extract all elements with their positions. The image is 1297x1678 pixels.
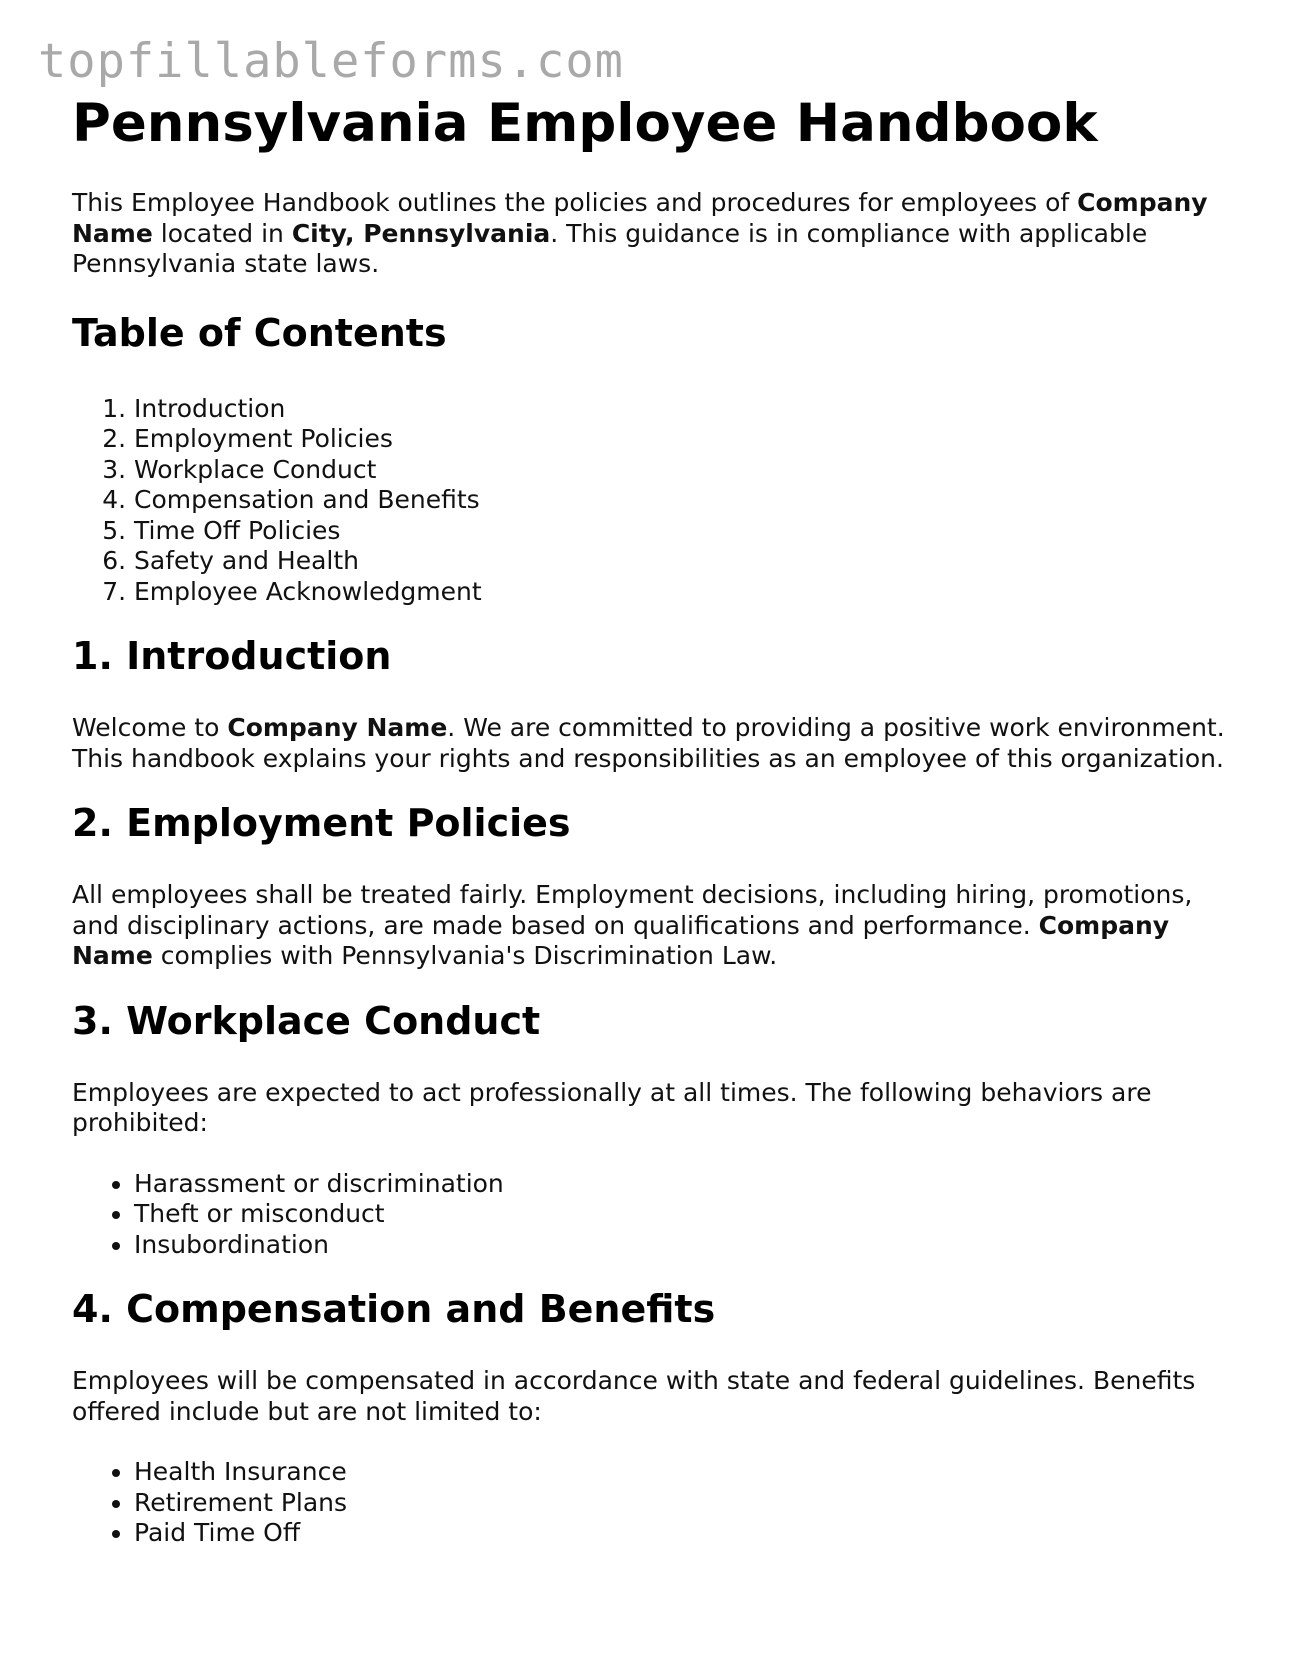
toc-item: 6. Safety and Health [134, 546, 1232, 577]
document-page [72, 94, 1232, 1549]
toc-heading: Table of Contents [72, 310, 447, 355]
toc-item: 7. Employee Acknowledgment [134, 577, 1232, 608]
list-item: • Harassment or discrimination [134, 1169, 1232, 1200]
conduct-list [72, 1169, 1232, 1261]
benefits-list [72, 1457, 1232, 1549]
list-item: • Insubordination [134, 1230, 1232, 1261]
list-item: • Paid Time Off [134, 1518, 1232, 1549]
section-employment-heading: 2. Employment Policies [72, 801, 571, 845]
toc-item: 1. Introduction [134, 394, 1232, 425]
list-item: • Health Insurance [134, 1457, 1232, 1488]
section-introduction-text: Welcome to Company Name. We are committed to providing a positive work environment. This handbook explains your rights and responsibilities as an employee of this organization. [72, 713, 1225, 773]
section-compensation-heading: 4. Compensation and Benefits [72, 1287, 716, 1331]
watermark: topfillableforms.com [38, 34, 624, 89]
toc-item: 2. Employment Policies [134, 424, 1232, 455]
toc-item: 5. Time Off Policies [134, 516, 1232, 547]
list-item: • Retirement Plans [134, 1488, 1232, 1519]
section-employment-text: All employees shall be treated fairly. Employment decisions, including hiring, promotions, and disciplinary actions, are made based on qualifications and performance. Company Name complies with Pennsylvania's Discrimination Law. [72, 880, 1193, 970]
section-conduct-heading: 3. Workplace Conduct [72, 998, 541, 1043]
page-title: Pennsylvania Employee Handbook [72, 93, 1098, 154]
toc-list [72, 394, 1232, 608]
section-conduct-text: Employees are expected to act professionally at all times. The following behaviors are prohibited: [72, 1077, 1152, 1137]
intro-paragraph: This Employee Handbook outlines the policies and procedures for employees of Company Name located in City, Pennsylvania. This guidance is in compliance with applicable Pennsylvania state laws. [72, 188, 1208, 278]
list-item: • Theft or misconduct [134, 1199, 1232, 1230]
section-compensation-text: Employees will be compensated in accordance with state and federal guidelines. Benefits offered include but are not limited to: [72, 1366, 1196, 1426]
section-introduction-heading: 1. Introduction [72, 634, 392, 678]
toc-item: 4. Compensation and Benefits [134, 485, 1232, 516]
toc-item: 3. Workplace Conduct [134, 455, 1232, 486]
